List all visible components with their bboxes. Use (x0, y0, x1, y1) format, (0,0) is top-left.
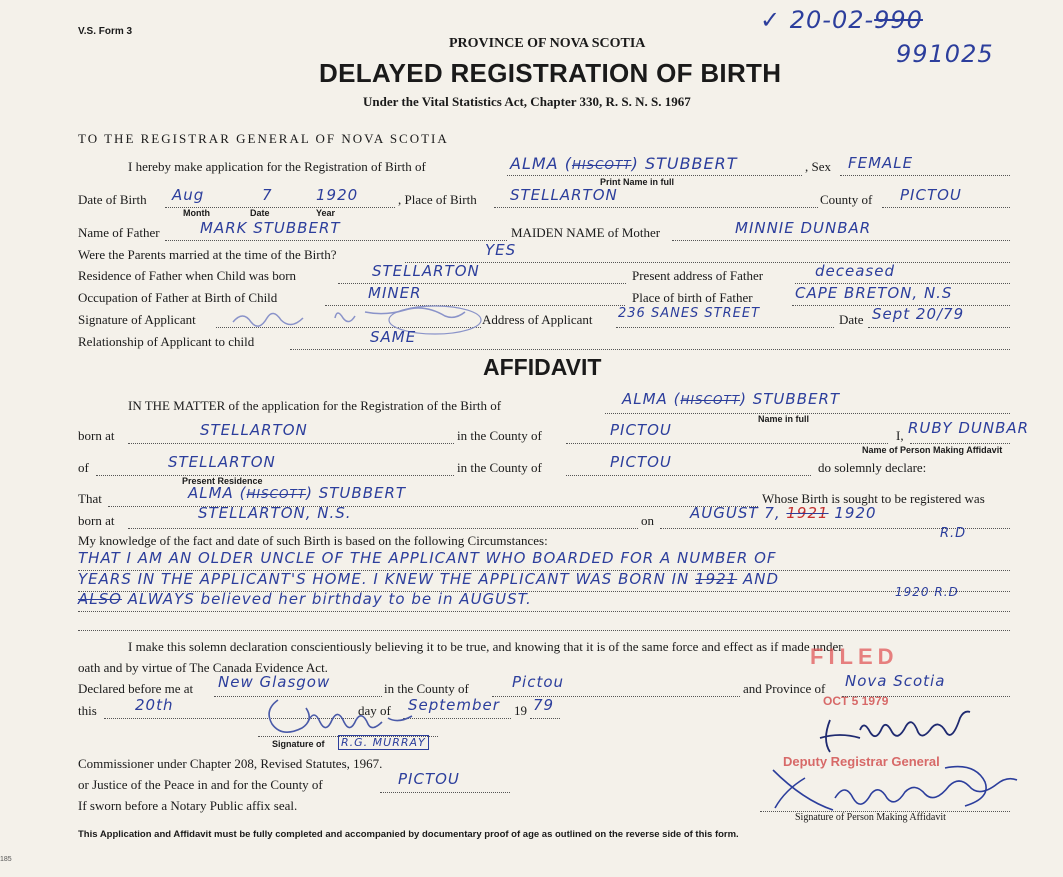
res-father-value: STELLARTON (372, 262, 480, 280)
affidavit-name-a: ALMA ( (622, 390, 681, 408)
that-label: That (78, 491, 102, 506)
affiant-caption: Name of Person Making Affidavit (862, 445, 1003, 455)
affidavit-heading: AFFIDAVIT (483, 354, 602, 380)
intro-text: I hereby make application for the Registration of Birth of (128, 159, 426, 174)
affiant-line (910, 443, 1010, 444)
deputy-registrar-stamp: Deputy Registrar General (783, 754, 940, 769)
dob-label: Date of Birth (78, 192, 147, 207)
address-applicant-value: 236 SANES STREET (618, 306, 761, 321)
pob-value: STELLARTON (510, 186, 618, 204)
declared-place: New Glasgow (218, 673, 331, 691)
sex-line (840, 175, 1010, 176)
circumstance-2 (78, 570, 779, 588)
notary-line: If sworn before a Notary Public affix seal. (78, 798, 298, 813)
father-label: Name of Father (78, 225, 160, 240)
father-line (165, 240, 507, 241)
born-at-line (128, 443, 454, 444)
relationship-line (290, 349, 1010, 350)
born-at-label-2: born at (78, 513, 115, 528)
affidavit-county-2: PICTOU (610, 453, 672, 471)
circumstance-2-a: YEARS IN THE APPLICANT'S HOME. I KNEW THE APPLICANT WAS BORN IN (78, 570, 690, 588)
province-heading: PROVINCE OF NOVA SCOTIA (449, 36, 646, 51)
sex-label: , Sex (805, 159, 831, 174)
edge-mark: 185 (0, 856, 12, 863)
married-label: Were the Parents married at the time of the Birth? (78, 247, 337, 262)
affiant-signature-icon (765, 758, 1055, 818)
name-line (507, 175, 802, 176)
reference-prefix: ✓ 20-02- (760, 6, 875, 34)
name-caption: Print Name in full (600, 177, 675, 187)
circumstance-3-text: ALWAYS believed her birthday to be in AUGUST. (127, 590, 532, 608)
day-value: 20th (135, 696, 174, 714)
circumstance-3-struck: ALSO (78, 590, 122, 608)
commissioner-name: R.G. MURRAY (338, 735, 429, 750)
of-label: of (78, 460, 89, 475)
registrant-name (510, 154, 738, 173)
that-name (188, 484, 406, 502)
i-label: I, (896, 428, 904, 443)
residence-line (96, 475, 454, 476)
declared-label: Declared before me at (78, 681, 194, 696)
commissioner-sig-caption: Signature of (272, 739, 325, 749)
month-value: September (408, 696, 500, 714)
year-value: 79 (533, 696, 555, 714)
commissioner-signature-icon (258, 692, 448, 740)
province-value: Nova Scotia (845, 672, 946, 690)
present-addr-value: deceased (815, 262, 895, 280)
registrant-name-struck: HISCOTT (571, 158, 632, 172)
commissioner-line: Commissioner under Chapter 208, Revised Statutes, 1967. (78, 756, 383, 771)
registrant-name-b: ) STUBBERT (631, 154, 738, 173)
address-applicant-line (616, 327, 834, 328)
in-county-label: in the County of (457, 428, 542, 443)
affidavit-name (622, 390, 840, 408)
county-value: PICTOU (900, 186, 962, 204)
month-caption: Month (183, 208, 210, 218)
declared-county-line (492, 696, 740, 697)
date-label: Date (839, 312, 864, 327)
sex-value: FEMALE (848, 154, 914, 172)
mother-label: MAIDEN NAME of Mother (511, 225, 661, 240)
circumstance-2-b: AND (743, 570, 780, 588)
relationship-value: SAME (370, 328, 417, 346)
year-prefix: 19 (514, 703, 527, 718)
birth-date-struck: 1921 (786, 504, 829, 522)
that-name-a: ALMA ( (188, 484, 247, 502)
dob-year: 1920 (316, 186, 359, 204)
footer-note: This Application and Affidavit must be fully completed and accompanied by documentary proof of age as outlined on the reverse side of this form. (78, 829, 739, 840)
affiant-sig-caption: Signature of Person Making Affidavit (795, 812, 946, 823)
pob-label: , Place of Birth (398, 192, 477, 207)
in-county-label-2: in the County of (457, 460, 542, 475)
circumstance-1: THAT I AM AN OLDER UNCLE OF THE APPLICANT WHO BOARDED FOR A NUMBER OF (78, 549, 777, 567)
circ-line-4 (78, 630, 1010, 631)
justice-county-line (380, 792, 510, 793)
married-line (405, 262, 1010, 263)
date-line (868, 327, 1010, 328)
registrar-signature-icon (800, 700, 1000, 760)
county-line-3 (566, 475, 811, 476)
birth-date-b: 1920 (834, 504, 877, 522)
filed-date-stamp: OCT 5 1979 (823, 694, 889, 708)
present-addr-label: Present address of Father (632, 268, 764, 283)
mother-line (672, 240, 1010, 241)
declaration-line-2: oath and by virtue of The Canada Evidence Act. (78, 660, 328, 675)
registrant-name-a: ALMA ( (510, 154, 572, 173)
mother-value: MINNIE DUNBAR (735, 219, 872, 237)
on-label: on (641, 513, 654, 528)
county-line-2 (566, 443, 888, 444)
county-label: County of (820, 192, 873, 207)
year-line (530, 718, 560, 719)
day-of-label: day of (358, 703, 391, 718)
this-label: this (78, 703, 97, 718)
occupation-label: Occupation of Father at Birth of Child (78, 290, 278, 305)
address-applicant-label: Address of Applicant (482, 312, 593, 327)
matter-line: IN THE MATTER of the application for the Registration of the Birth of (128, 398, 502, 413)
justice-line: or Justice of the Peace in and for the County of (78, 777, 323, 792)
father-value: MARK STUBBERT (200, 219, 341, 237)
that-name-b: ) STUBBERT (306, 484, 407, 502)
correction-note: 1920 R.D (895, 585, 959, 599)
reference-number (760, 6, 923, 34)
province-label: and Province of (743, 681, 826, 696)
affidavit-name-struck: HISCOTT (680, 393, 741, 407)
born-at-value-2: STELLARTON, N.S. (198, 504, 352, 522)
father-pob-label: Place of birth of Father (632, 290, 753, 305)
to-registrar-line: TO THE REGISTRAR GENERAL OF NOVA SCOTIA (78, 131, 449, 146)
sig-applicant-label: Signature of Applicant (78, 312, 196, 327)
dob-day: 7 (262, 186, 273, 204)
married-value: YES (485, 241, 517, 259)
date-value: Sept 20/79 (872, 305, 965, 323)
that-name-struck: HISCOTT (246, 487, 307, 501)
knowledge-line: My knowledge of the fact and date of such Birth is based on the following Circumstances: (78, 533, 548, 548)
reference-struck: 990 (874, 6, 923, 34)
born-at-line-2 (128, 528, 638, 529)
pob-line (494, 207, 818, 208)
declared-county: Pictou (512, 673, 565, 691)
circumstance-2-struck: 1921 (695, 570, 738, 588)
applicant-signature-icon (225, 300, 485, 338)
date-caption: Date (250, 208, 270, 218)
declaration-line-1: I make this solemn declaration conscientiously believing it to be true, and knowing that it is of the same force and effect as if made under (128, 639, 843, 654)
province-line (842, 696, 1010, 697)
year-caption: Year (316, 208, 336, 218)
residence-caption: Present Residence (182, 476, 263, 486)
affidavit-name-b: ) STUBBERT (740, 390, 841, 408)
birth-date (690, 504, 877, 522)
affiant-name: RUBY DUNBAR (908, 419, 1030, 437)
born-at-value: STELLARTON (200, 421, 308, 439)
father-pob-value: CAPE BRETON, N.S (795, 284, 953, 302)
occupation-value: MINER (368, 284, 422, 302)
filed-stamp: FILED (810, 644, 899, 669)
page-title: DELAYED REGISTRATION OF BIRTH (319, 58, 782, 88)
affidavit-county: PICTOU (610, 421, 672, 439)
county-line (882, 207, 1010, 208)
initials: R.D (940, 526, 967, 541)
residence-value: STELLARTON (168, 453, 276, 471)
dob-month: Aug (172, 186, 205, 204)
circ-line-3 (78, 611, 1010, 612)
affidavit-name-caption: Name in full (758, 414, 810, 424)
circumstance-3 (78, 590, 532, 608)
whose-birth-text: Whose Birth is sought to be registered was (762, 491, 985, 506)
reference-number-2: 991025 (896, 40, 994, 68)
birth-date-a: AUGUST 7, (690, 504, 781, 522)
born-at-label: born at (78, 428, 115, 443)
solemnly-text: do solemnly declare: (818, 460, 927, 475)
declared-county-label: in the County of (384, 681, 469, 696)
justice-county: PICTOU (398, 770, 460, 788)
page-subtitle: Under the Vital Statistics Act, Chapter 330, R. S. N. S. 1967 (363, 94, 691, 109)
form-number: V.S. Form 3 (78, 26, 133, 37)
res-father-label: Residence of Father when Child was born (78, 268, 297, 283)
relationship-label: Relationship of Applicant to child (78, 334, 255, 349)
